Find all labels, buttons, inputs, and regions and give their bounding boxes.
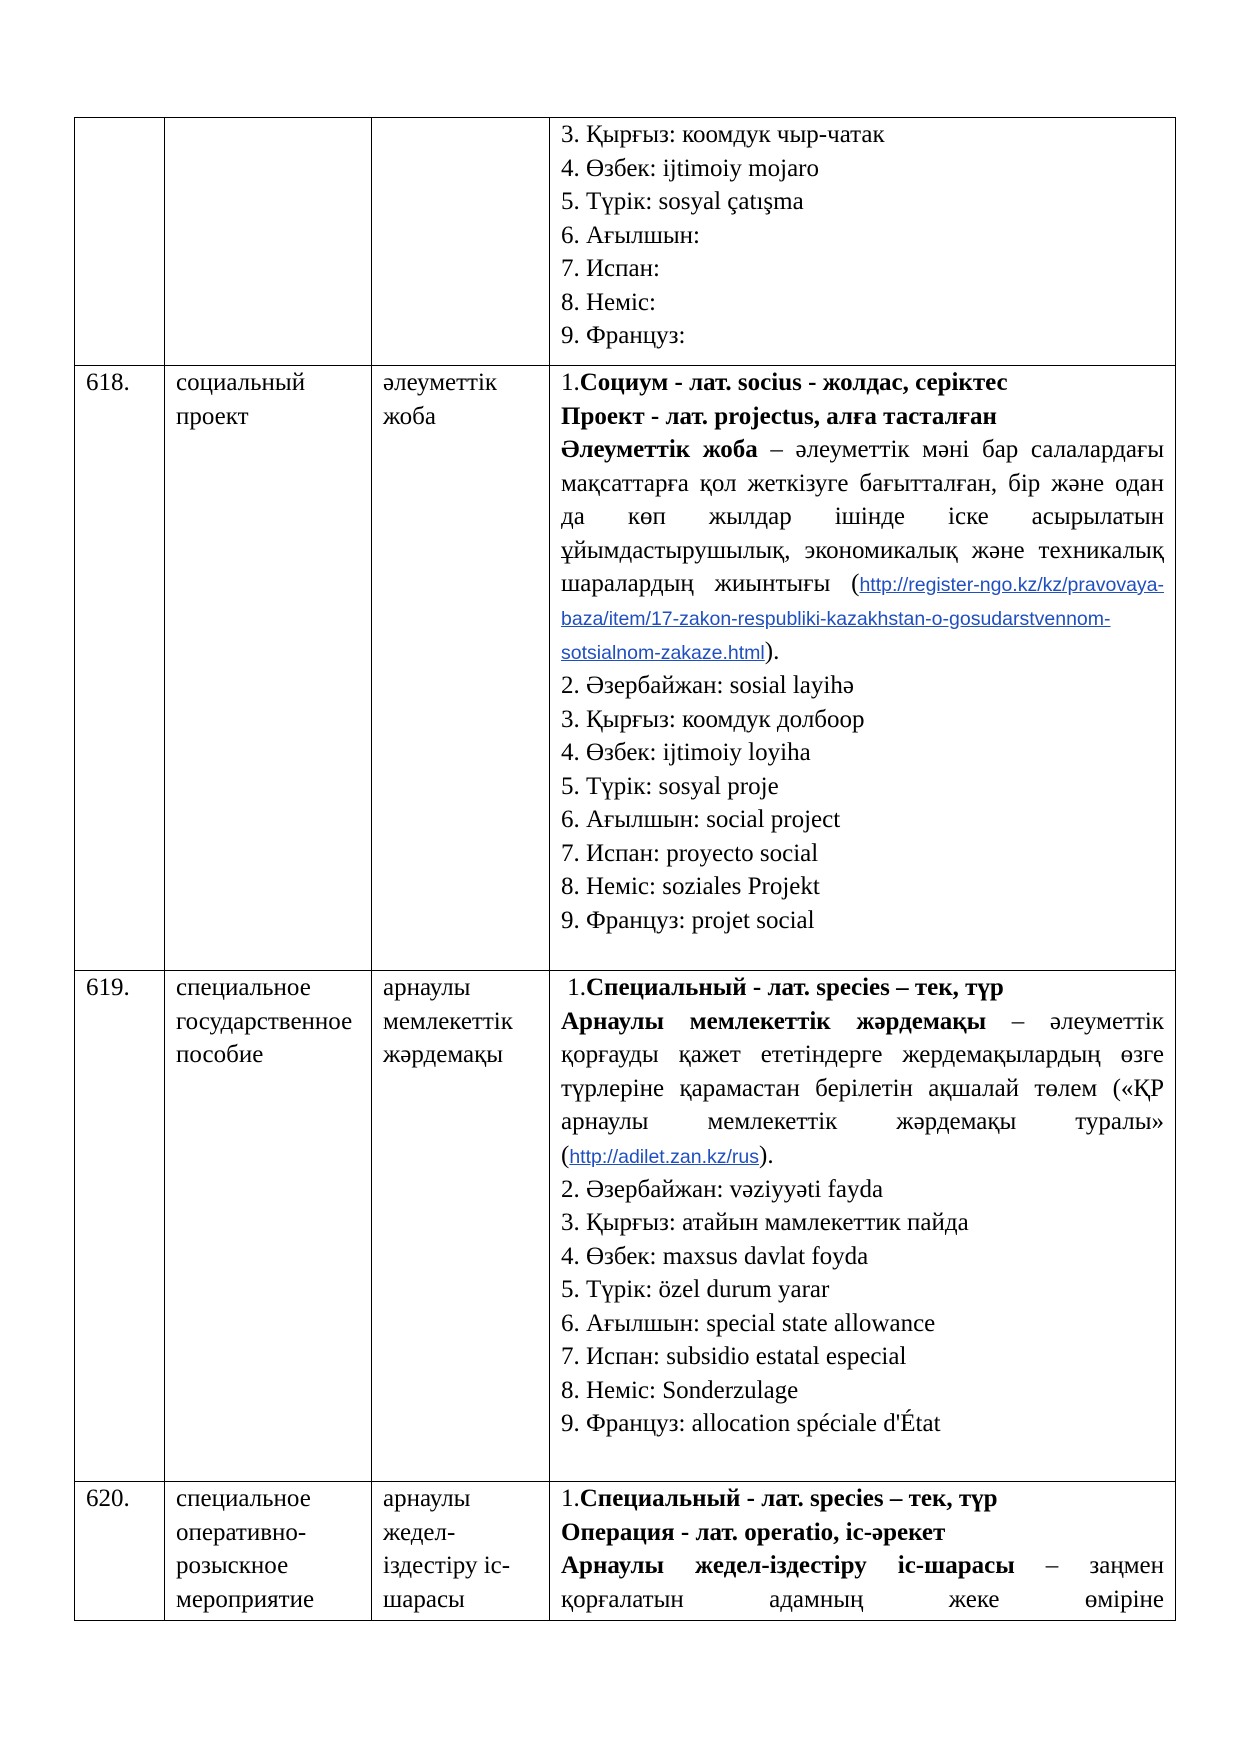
table-row <box>75 366 1176 971</box>
translation-line: 3. Қырғыз: коомдук долбоор <box>561 705 865 733</box>
source-link[interactable]: http://register-ngo.kz/kz/pravovaya-baza/item/17-zakon-respubliki-kazakhstan-o-gosudarstvennom-sotsialnom-zakaze.html <box>561 574 1164 664</box>
translation-line: 4. Өзбек: ijtimoiy mojaro <box>561 154 819 182</box>
translation-line: 4. Өзбек: maxsus davlat foyda <box>561 1242 869 1270</box>
kazakh-term: әлеуметтік жоба <box>372 366 550 971</box>
translation-line: 7. Испан: subsidio estatal especial <box>561 1343 907 1370</box>
russian-term: специальное государственное пособие <box>165 971 372 1482</box>
definition-cell <box>550 971 1176 1482</box>
russian-term <box>165 118 372 366</box>
entry-number: 620. <box>75 1482 165 1621</box>
translation-line: 5. Түрік: özel durum yarar <box>561 1276 830 1303</box>
russian-term: социальный проект <box>165 366 372 971</box>
table-row <box>75 971 1176 1482</box>
kazakh-term: арнаулы жедел-іздестіру іс-шарасы <box>372 1482 550 1621</box>
definition-cell <box>550 118 1176 366</box>
translation-line: 4. Өзбек: ijtimoiy loyiha <box>561 739 811 766</box>
table-row <box>75 118 1176 366</box>
translation-line: 9. Француз: projet social <box>561 906 815 934</box>
translation-line: 8. Неміс: <box>561 288 656 316</box>
definition-text: Арнаулы мемлекеттік жәрдемақы – әлеуметтік қорғауды қажет ететіндерге жердемақылардың өзге түрлеріне қарамастан берілетін ақшалай төлем («ҚР арнаулы мемлекеттік жәрдемақы туралы» (http://adilet.zan.kz/rus). <box>561 1007 1165 1169</box>
etymology-line: Операция - лат. operatio, іс-әрекет <box>561 1518 946 1546</box>
dictionary-table <box>74 117 1176 1621</box>
translation-line: 6. Ағылшын: <box>561 221 700 249</box>
etymology-line: 1.Специальный - лат. species – тек, түр <box>561 1485 998 1512</box>
definition-cell <box>550 1482 1176 1621</box>
definition-text: Әлеуметтік жоба – әлеуметтік мәні бар салалардағы мақсаттарға қол жеткізуге бағытталған, бір және одан да көп жылдар ішінде іске асырылатын ұйымдастырушылық, экономикалық және техникалық шаралардың жиынтығы (http://register-ngo.kz/kz/pravovaya-baza/item/17-zakon-respubliki-kazakhstan-o-gosudarstvennom-sotsialnom-zakaze.html). <box>561 436 1164 665</box>
kazakh-term: арнаулы мемлекеттік жәрдемақы <box>372 971 550 1482</box>
translation-line: 8. Неміс: soziales Projekt <box>561 873 820 900</box>
translation-line: 7. Испан: <box>561 255 660 282</box>
translation-line: 6. Ағылшын: special state allowance <box>561 1309 936 1337</box>
translation-line: 5. Түрік: sosyal çatışma <box>561 188 804 215</box>
entry-number: 619. <box>75 971 165 1482</box>
translation-line: 2. Әзербайжан: sosial layihə <box>561 672 854 699</box>
etymology-line: 1.Социум - лат. socius - жолдас, серіктес <box>561 369 1008 396</box>
etymology-line: Проект - лат. projectus, алға тасталған <box>561 402 997 430</box>
defined-term: Арнаулы мемлекеттік жәрдемақы <box>561 1007 987 1035</box>
entry-number <box>75 118 165 366</box>
translation-line: 9. Француз: allocation spéciale d'État <box>561 1410 941 1437</box>
translation-line: 7. Испан: proyecto social <box>561 839 819 867</box>
etymology-line: 1.Специальный - лат. species – тек, түр <box>561 974 1004 1001</box>
defined-term: Арнаулы жедел-іздестіру іс-шарасы <box>561 1552 1015 1579</box>
table-row <box>75 1482 1176 1621</box>
defined-term: Әлеуметтік жоба <box>561 436 758 463</box>
definition-text: Арнаулы жедел-іздестіру іс-шарасы – заңмен қорғалатын адамның жеке өміріне <box>561 1552 1164 1613</box>
translation-line: 3. Қырғыз: коомдук чыр-чатак <box>561 121 885 148</box>
translation-line: 5. Түрік: sosyal proje <box>561 772 779 800</box>
translation-line: 2. Әзербайжан: vəziyyəti fayda <box>561 1175 884 1203</box>
translation-line: 9. Француз: <box>561 322 686 349</box>
russian-term: специальное оперативно-розыскное мероприятие <box>165 1482 372 1621</box>
definition-cell <box>550 366 1176 971</box>
source-link[interactable]: http://adilet.zan.kz/rus <box>569 1145 760 1168</box>
entry-number: 618. <box>75 366 165 971</box>
translation-line: 3. Қырғыз: атайын мамлекеттик пайда <box>561 1209 969 1236</box>
translation-line: 6. Ағылшын: social project <box>561 806 841 833</box>
kazakh-term <box>372 118 550 366</box>
translation-line: 8. Неміс: Sonderzulage <box>561 1376 799 1404</box>
